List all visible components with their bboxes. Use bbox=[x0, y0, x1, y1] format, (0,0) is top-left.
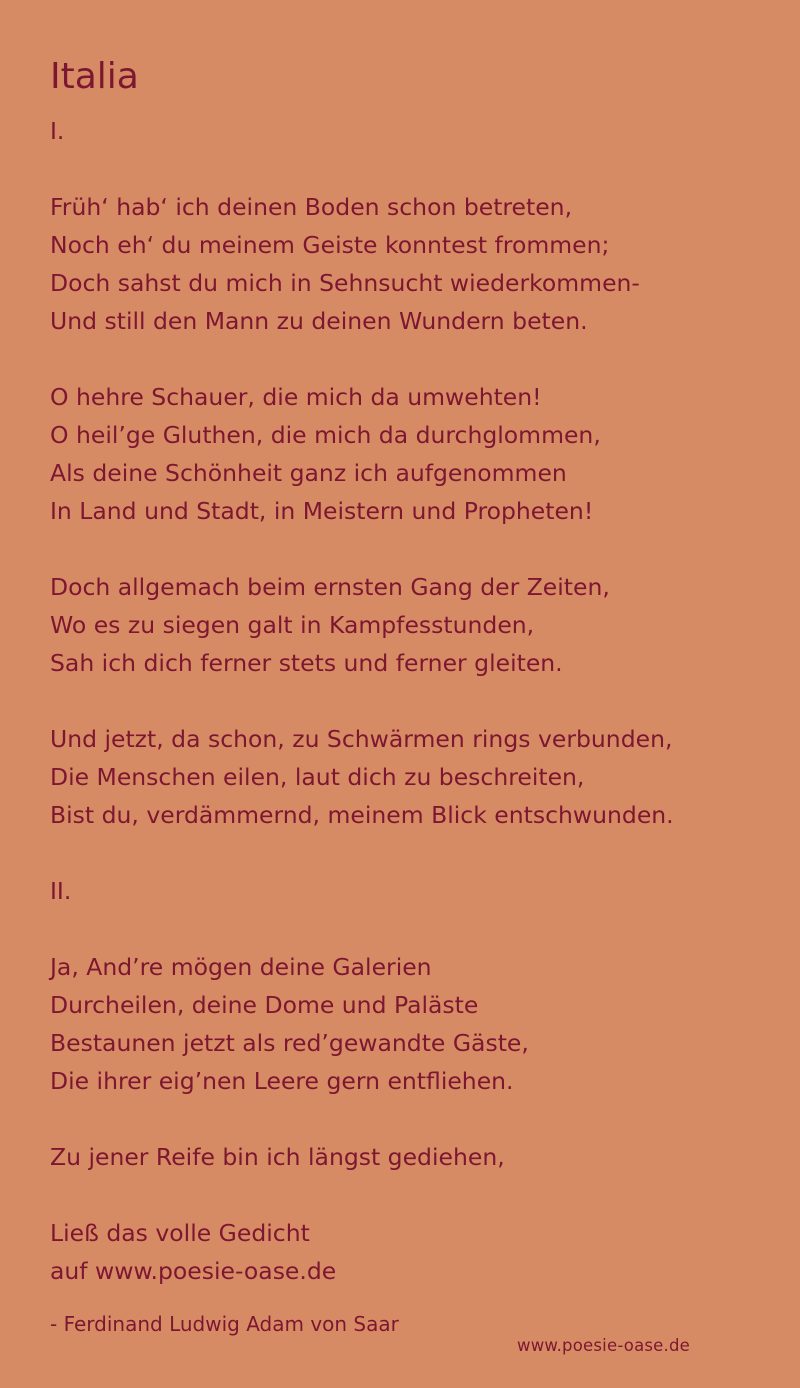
poem-line: Die Menschen eilen, laut dich zu beschreiten, bbox=[50, 763, 585, 791]
poem-line: Doch sahst du mich in Sehnsucht wiederkommen- bbox=[50, 269, 640, 297]
read-more-link[interactable]: auf www.poesie-oase.de bbox=[50, 1257, 337, 1285]
stanza-gap bbox=[50, 530, 770, 568]
section-numeral: I. bbox=[50, 117, 65, 145]
stanza bbox=[50, 188, 770, 340]
poem-line: Bestaunen jetzt als red’gewandte Gäste, bbox=[50, 1029, 529, 1057]
poem-line: Sah ich dich ferner stets und ferner gleiten. bbox=[50, 649, 563, 677]
poem-line: Und jetzt, da schon, zu Schwärmen rings verbunden, bbox=[50, 725, 673, 753]
poem-line: O hehre Schauer, die mich da umwehten! bbox=[50, 383, 542, 411]
read-more-line: Ließ das volle Gedicht bbox=[50, 1219, 310, 1247]
stanza bbox=[50, 720, 770, 834]
stanza-gap bbox=[50, 1176, 770, 1214]
poem-line: Doch allgemach beim ernsten Gang der Zeiten, bbox=[50, 573, 610, 601]
poem-title: Italia bbox=[50, 56, 139, 97]
poem-line: Zu jener Reife bin ich längst gediehen, bbox=[50, 1143, 505, 1171]
poem-line: O heil’ge Gluthen, die mich da durchglommen, bbox=[50, 421, 601, 449]
poem-line: Noch eh‘ du meinem Geiste konntest frommen; bbox=[50, 231, 610, 259]
poem-line: Und still den Mann zu deinen Wundern beten. bbox=[50, 307, 588, 335]
stanza bbox=[50, 948, 770, 1100]
poem-line: Früh‘ hab‘ ich deinen Boden schon betreten, bbox=[50, 193, 573, 221]
stanza-gap bbox=[50, 910, 770, 948]
poem-body bbox=[50, 112, 770, 1290]
stanza bbox=[50, 1138, 770, 1176]
stanza-gap bbox=[50, 340, 770, 378]
poem-line: Als deine Schönheit ganz ich aufgenommen bbox=[50, 459, 567, 487]
poem-line: In Land und Stadt, in Meistern und Propheten! bbox=[50, 497, 594, 525]
stanza-gap bbox=[50, 834, 770, 872]
read-more-note bbox=[50, 1214, 770, 1290]
poem-line: Durcheilen, deine Dome und Paläste bbox=[50, 991, 479, 1019]
poem-line: Wo es zu siegen galt in Kampfesstunden, bbox=[50, 611, 535, 639]
poem-line: Bist du, verdämmernd, meinem Blick entschwunden. bbox=[50, 801, 674, 829]
stanza-gap bbox=[50, 682, 770, 720]
section-numeral: II. bbox=[50, 877, 72, 905]
stanza-gap bbox=[50, 150, 770, 188]
author-credit: - Ferdinand Ludwig Adam von Saar bbox=[50, 1312, 399, 1336]
poem-line: Ja, And’re mögen deine Galerien bbox=[50, 953, 432, 981]
stanza bbox=[50, 378, 770, 530]
stanza bbox=[50, 568, 770, 682]
stanza-gap bbox=[50, 1100, 770, 1138]
poem-line: Die ihrer eig’nen Leere gern entfliehen. bbox=[50, 1067, 514, 1095]
site-watermark: www.poesie-oase.de bbox=[517, 1336, 690, 1355]
